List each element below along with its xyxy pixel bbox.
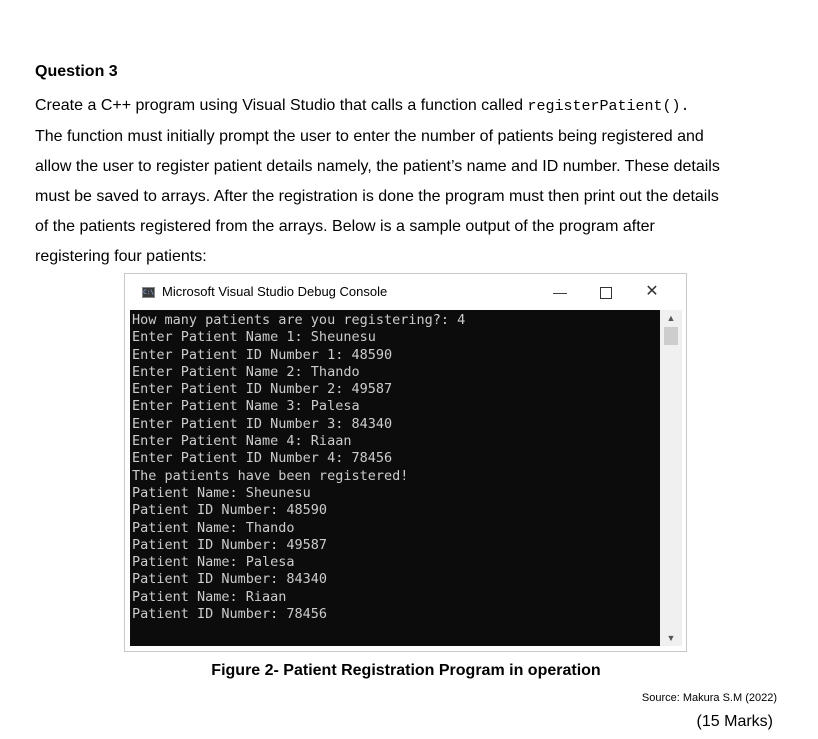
console-line: Patient ID Number: 49587 bbox=[132, 536, 328, 553]
question-line-4: must be saved to arrays. After the registration is done the program must then print out the details bbox=[35, 188, 719, 205]
close-button[interactable]: ✕ bbox=[645, 283, 659, 300]
maximize-icon bbox=[600, 287, 612, 299]
console-line: Patient Name: Sheunesu bbox=[132, 484, 311, 501]
console-line: The patients have been registered! bbox=[132, 467, 409, 484]
console-line: Enter Patient Name 1: Sheunesu bbox=[132, 329, 376, 346]
console-line: Patient ID Number: 48590 bbox=[132, 502, 328, 519]
console-line: Enter Patient ID Number 3: 84340 bbox=[132, 415, 393, 432]
console-line: Patient Name: Thando bbox=[132, 519, 295, 536]
console-line: Enter Patient ID Number 4: 78456 bbox=[132, 450, 393, 467]
console-line: Patient Name: Riaan bbox=[132, 588, 287, 605]
console-title: Microsoft Visual Studio Debug Console bbox=[162, 284, 388, 299]
question-line-3: allow the user to register patient details namely, the patient’s name and ID number. These details bbox=[35, 158, 720, 175]
console-output bbox=[130, 310, 660, 646]
console-line: Enter Patient Name 2: Thando bbox=[132, 363, 360, 380]
minimize-button[interactable]: — bbox=[553, 284, 567, 300]
question-line-5: of the patients registered from the arrays. Below is a sample output of the program after bbox=[35, 218, 655, 235]
maximize-button[interactable] bbox=[583, 274, 629, 310]
scroll-thumb[interactable] bbox=[664, 327, 678, 345]
scroll-up-arrow-icon[interactable]: ▲ bbox=[666, 313, 676, 323]
console-line: Enter Patient ID Number 2: 49587 bbox=[132, 381, 393, 398]
question-line-1-text: Create a C++ program using Visual Studio that calls a function called bbox=[35, 97, 528, 114]
console-line: Patient ID Number: 78456 bbox=[132, 606, 328, 623]
console-line: Patient Name: Palesa bbox=[132, 554, 295, 571]
question-line-1 bbox=[35, 91, 795, 122]
question-marks: (15 Marks) bbox=[696, 713, 773, 730]
console-line: How many patients are you registering?: 4 bbox=[132, 312, 466, 328]
function-name-code: registerPatient(). bbox=[527, 98, 690, 115]
console-line: Enter Patient Name 4: Riaan bbox=[132, 433, 352, 450]
scroll-down-arrow-icon[interactable]: ▼ bbox=[666, 633, 676, 643]
console-line: Enter Patient ID Number 1: 48590 bbox=[132, 346, 393, 363]
debug-console-window bbox=[124, 273, 687, 652]
question-heading: Question 3 bbox=[35, 63, 118, 80]
figure-caption: Figure 2- Patient Registration Program in operation bbox=[211, 662, 601, 679]
console-scrollbar[interactable] bbox=[660, 310, 682, 646]
question-line-6: registering four patients: bbox=[35, 248, 207, 265]
console-line: Patient ID Number: 84340 bbox=[132, 571, 328, 588]
console-app-icon: C:\ bbox=[143, 289, 154, 296]
question-body bbox=[35, 91, 795, 272]
console-title-bar[interactable] bbox=[125, 274, 686, 310]
figure-source: Source: Makura S.M (2022) bbox=[641, 692, 777, 704]
question-line-2: The function must initially prompt the user to enter the number of patients being registered and bbox=[35, 128, 704, 145]
console-line: Enter Patient Name 3: Palesa bbox=[132, 398, 360, 415]
